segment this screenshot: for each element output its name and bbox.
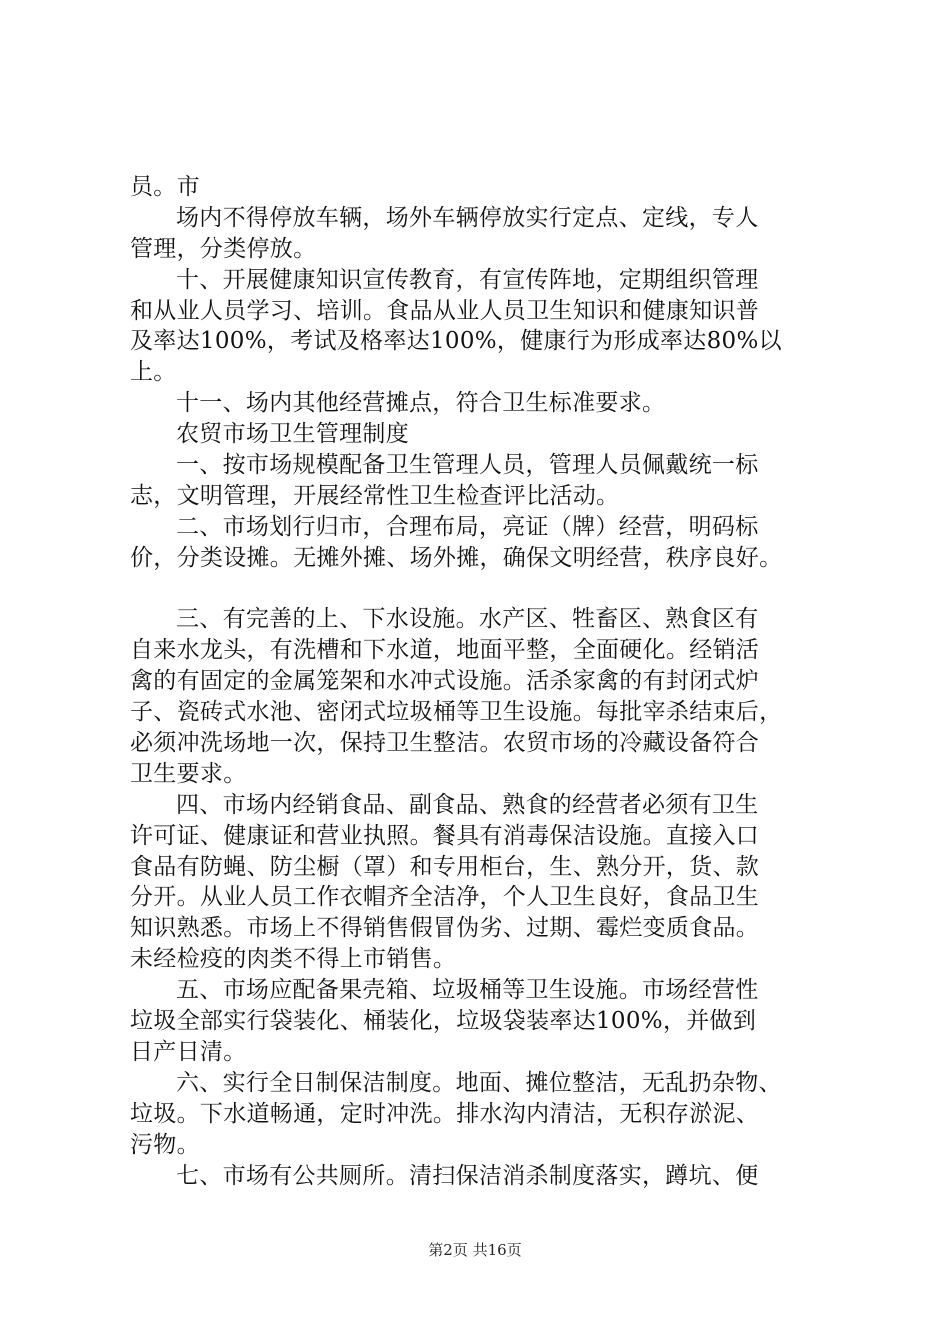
text-line: 自来水龙头，有洗槽和下水道，地面平整，全面硬化。经销活 — [130, 637, 760, 664]
text-line: 日产日清。 — [130, 1038, 247, 1065]
text-line: 和从业人员学习、培训。食品从业人员卫生知识和健康知识普 — [130, 297, 760, 324]
text-line: 农贸市场卫生管理制度 — [176, 421, 409, 448]
text-line: 垃圾。下水道畅通，定时冲洗。排水沟内清洁，无积存淤泥、 — [130, 1100, 760, 1127]
text-line: 垃圾全部实行袋装化、桶装化，垃圾袋装率达100%，并做到 — [130, 1008, 757, 1035]
text-line: 四、市场内经销食品、副食品、熟食的经营者必须有卫生 — [176, 791, 759, 818]
text-line: 未经检疫的肉类不得上市销售。 — [130, 946, 457, 973]
text-line: 管理，分类停放。 — [130, 235, 317, 262]
text-line: 六、实行全日制保洁制度。地面、摊位整洁，无乱扔杂物、 — [176, 1069, 782, 1096]
text-line: 污物。 — [130, 1131, 200, 1158]
text-line: 知识熟悉。市场上不得销售假冒伪劣、过期、霉烂变质食品。 — [130, 915, 760, 942]
text-line: 食品有防蝇、防尘橱（罩）和专用柜台，生、熟分开，货、款 — [130, 853, 760, 880]
text-line: 许可证、健康证和营业执照。餐具有消毒保洁设施。直接入口 — [130, 822, 760, 849]
text-line: 必须冲洗场地一次，保持卫生整洁。农贸市场的冷藏设备符合 — [130, 730, 760, 757]
text-line: 三、有完善的上、下水设施。水产区、牲畜区、熟食区有 — [176, 606, 759, 633]
text-line: 十、开展健康知识宣传教育，有宣传阵地，定期组织管理 — [176, 266, 759, 293]
text-line: 禽的有固定的金属笼架和水冲式设施。活杀家禽的有封闭式炉 — [130, 668, 760, 695]
blank-line — [130, 574, 850, 605]
text-line: 五、市场应配备果壳箱、垃圾桶等卫生设施。市场经营性 — [176, 977, 759, 1004]
text-line: 卫生要求。 — [130, 760, 247, 787]
text-line: 志，文明管理，开展经常性卫生检查评比活动。 — [130, 482, 620, 509]
text-line: 场内不得停放车辆，场外车辆停放实行定点、定线，专人 — [176, 204, 759, 231]
text-line: 子、瓷砖式水池、密闭式垃圾桶等卫生设施。每批宰杀结束后， — [130, 699, 783, 726]
text-line: 及率达100%，考试及格率达100%，健康行为形成率达80%以 — [130, 328, 782, 355]
text-line: 上。 — [130, 359, 177, 386]
document-body — [130, 172, 850, 1191]
text-line: 七、市场有公共厕所。清扫保洁消杀制度落实，蹲坑、便 — [176, 1162, 759, 1189]
text-line: 员。市 — [130, 174, 200, 200]
text-line: 一、按市场规模配备卫生管理人员，管理人员佩戴统一标 — [176, 452, 759, 479]
page-footer: 第2页 共16页 — [428, 1241, 522, 1259]
text-line: 分开。从业人员工作衣帽齐全洁净，个人卫生良好，食品卫生 — [130, 884, 760, 911]
text-line: 价，分类设摊。无摊外摊、场外摊，确保文明经营，秩序良好。 — [130, 544, 783, 571]
text-line: 二、市场划行归市，合理布局，亮证（牌）经营，明码标 — [176, 513, 759, 540]
text-line: 十一、场内其他经营摊点，符合卫生标准要求。 — [176, 390, 666, 417]
